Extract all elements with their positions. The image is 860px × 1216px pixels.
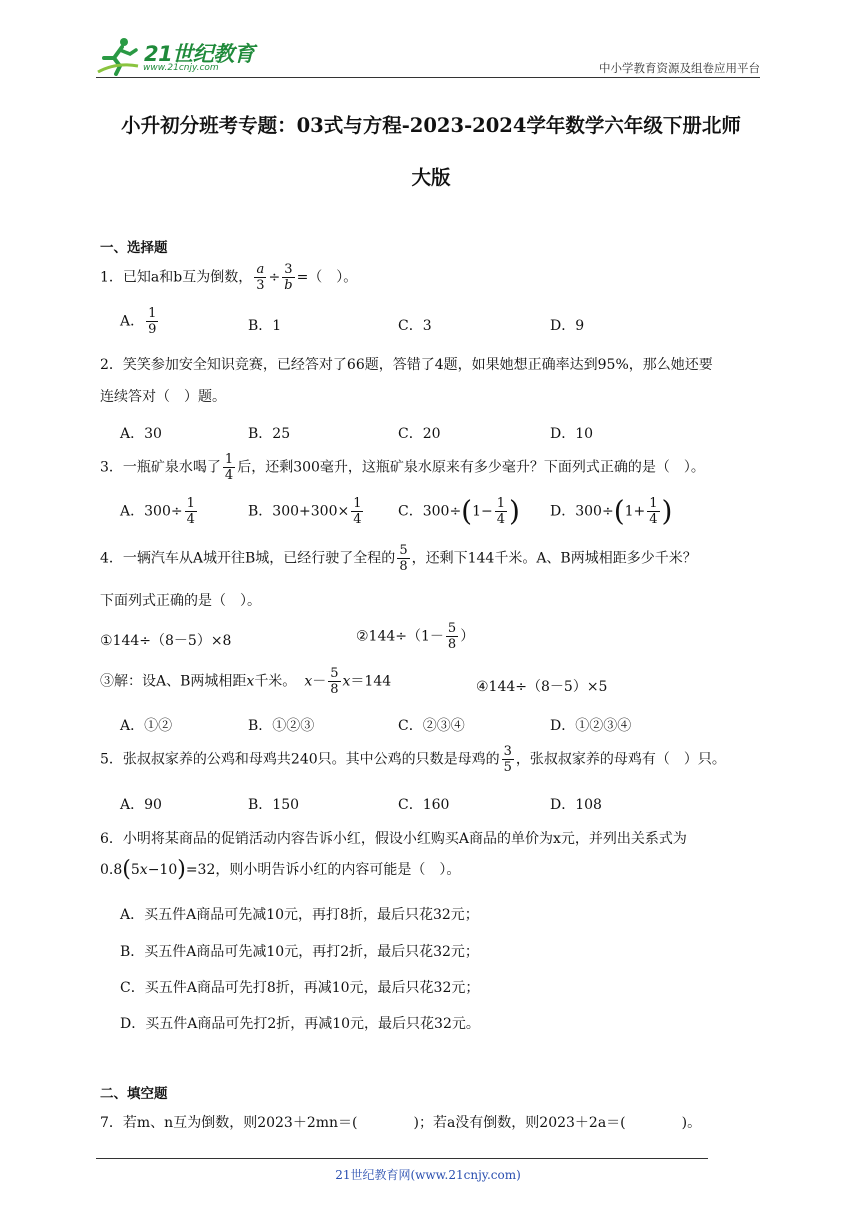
question-3: 3．一瓶矿泉水喝了 $\frac{1}{4}$ 后，还剩300毫升，这瓶矿泉水原来有多少毫升？下面列式正确的是（ ）。	[100, 452, 705, 483]
title-line-1: 小升初分班考专题：03式与方程-2023-2024学年数学六年级下册北师	[121, 114, 741, 137]
section-choice-heading: 一、选择题	[100, 240, 168, 256]
q1-fraction-1: $\frac{a}{3}$	[256, 262, 265, 293]
q5-option-d: D．108	[550, 797, 602, 813]
q1-option-c: C．3	[398, 318, 432, 334]
logo	[96, 36, 266, 76]
q4-item-2: ②144÷（1－ $\frac{5}{8}$ ）	[356, 621, 475, 652]
question-2-line-1: 2．笑笑参加安全知识竞赛，已经答对了66题，答错了4题，如果她想正确率达到95%，那么她还要	[100, 357, 713, 373]
question-4-line-2: 下面列式正确的是（ ）。	[100, 593, 261, 609]
q1-option-d: D．9	[550, 318, 585, 334]
q3-option-d: D．300÷(1+ $\frac{1}{4}$ )	[550, 494, 673, 528]
q2-option-b: B．25	[248, 426, 291, 442]
q1-fraction-2: $\frac{3}{b}$	[284, 262, 293, 293]
q6-option-c: C．买五件A商品可先打8折，再减10元，最后只花32元；	[120, 980, 480, 996]
platform-label: 中小学教育资源及组卷应用平台	[599, 61, 760, 75]
question-1	[100, 262, 357, 293]
question-5: 5．张叔叔家养的公鸡和母鸡共240只。其中公鸡的只数是母鸡的 $\frac{3}{5}$ ，张叔叔家养的母鸡有（ ）只。	[100, 744, 726, 775]
q1-prefix: 1．已知a和b互为倒数，	[100, 269, 253, 286]
q1-suffix: =（ ）。	[296, 269, 358, 286]
q1-divide: ÷	[268, 269, 281, 286]
title-line-2: 大版	[411, 166, 451, 189]
q4-option-b: B．①②③	[248, 718, 315, 734]
q4-option-c: C．②③④	[398, 718, 465, 734]
question-6-line-2: 0.8(5x−10)=32，则小明告诉小红的内容可能是（ ）。	[100, 857, 461, 882]
q5-option-b: B．150	[248, 797, 300, 813]
question-7: 7．若m、n互为倒数，则2023＋2mn＝( )；若a没有倒数，则2023＋2a＝( )。	[100, 1115, 702, 1131]
q4-fraction: $\frac{5}{8}$	[399, 543, 408, 574]
question-4: 4．一辆汽车从A城开往B城，已经行驶了全程的 $\frac{5}{8}$ ，还剩下144千米。A、B两城相距多少千米？	[100, 543, 697, 574]
q4-item-3: ③解：设A、B两城相距x千米。 x－ $\frac{5}{8}$ x＝144	[100, 666, 392, 697]
logo-text: 21世纪教育	[144, 42, 255, 66]
logo-url: www.21cnjy.com	[143, 63, 219, 73]
q3-option-b: B．300+300× $\frac{1}{4}$	[248, 496, 362, 527]
q2-option-d: D．10	[550, 426, 594, 442]
q4-option-a: A．①②	[120, 718, 173, 734]
q2-option-a: A．30	[120, 426, 162, 442]
question-2-line-2: 连续答对（ ）题。	[100, 389, 226, 405]
q3-fraction: $\frac{1}{4}$	[224, 452, 234, 483]
footer-divider	[96, 1158, 708, 1159]
q6-option-d: D．买五件A商品可先打2折，再减10元，最后只花32元。	[120, 1016, 480, 1032]
q2-option-c: C．20	[398, 426, 441, 442]
q4-item-4: ④144÷（8－5）×5	[476, 679, 608, 695]
question-6-line-1: 6．小明将某商品的促销活动内容告诉小红，假设小红购买A商品的单价为x元，并列出关系式为	[100, 831, 687, 847]
q1-option-a: A． $\frac{1}{9}$	[120, 306, 157, 337]
q3-option-c: C．300÷(1− $\frac{1}{4}$ )	[398, 494, 520, 528]
runner-icon	[96, 36, 140, 76]
section-fill-heading: 二、填空题	[100, 1086, 168, 1102]
q4-option-d: D．①②③④	[550, 718, 632, 734]
header-divider	[96, 77, 760, 78]
q6-option-b: B．买五件A商品可先减10元，再打2折，最后只花32元；	[120, 944, 479, 960]
q5-option-a: A．90	[120, 797, 162, 813]
q1-option-b: B．1	[248, 318, 282, 334]
q6-option-a: A．买五件A商品可先减10元，再打8折，最后只花32元；	[120, 907, 479, 923]
footer-link[interactable]: 21世纪教育网(www.21cnjy.com)	[335, 1168, 521, 1182]
page-title	[96, 100, 766, 204]
q5-fraction: $\frac{3}{5}$	[503, 744, 512, 775]
q5-option-c: C．160	[398, 797, 450, 813]
q3-option-a: A．300÷ $\frac{1}{4}$	[120, 496, 195, 527]
q4-item-1: ①144÷（8－5）×8	[100, 633, 232, 649]
